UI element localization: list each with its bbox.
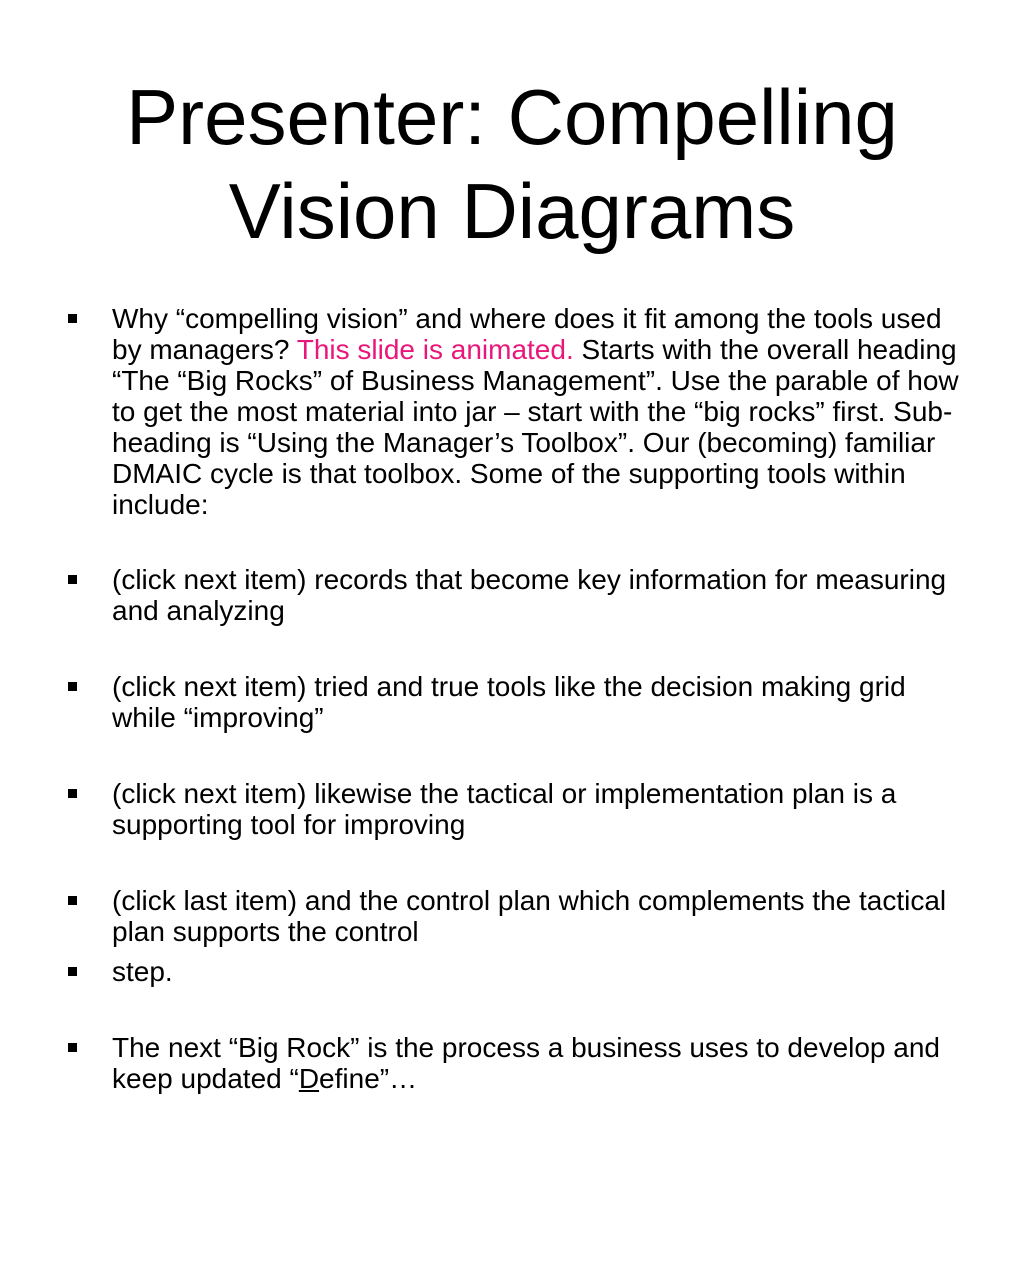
bullet-3-text: (click next item) tried and true tools like the decision making grid while “improving”: [112, 671, 906, 733]
bullet-5-text: (click last item) and the control plan which complements the tactical plan supports the control: [112, 885, 947, 947]
bullet-1-text-end: Starts with the overall heading “The “Big Rocks” of Business Management”. Use the parable of how to get the most material into jar – start with the “big rocks” first. Sub-heading is “Using the Manager’s Toolbox”. Our (becoming) familiar DMAIC cycle is that toolbox. Some of the supporting tools within include:: [112, 334, 959, 520]
title-line-1: Presenter: Compelling: [126, 73, 898, 161]
bullet-7-text-start: The next “Big Rock” is the process a business uses to develop and keep updated “: [112, 1032, 940, 1094]
bullet-item-6: [0, 956, 1024, 987]
bullet-1-text-start: Why “compelling vision” and where does it fit among the tools used by managers?: [112, 303, 942, 365]
slide-title: [0, 70, 1024, 258]
animated-note: This slide is animated.: [296, 334, 574, 365]
square-bullet-icon: [68, 314, 77, 323]
title-line-2: Vision Diagrams: [228, 167, 796, 255]
square-bullet-icon: [68, 967, 77, 976]
square-bullet-icon: [68, 896, 77, 905]
bullet-list: [0, 303, 1024, 1094]
bullet-item-2: [0, 564, 1024, 626]
square-bullet-icon: [68, 575, 77, 584]
bullet-item-7: [0, 1032, 1024, 1094]
bullet-item-5: [0, 885, 1024, 947]
square-bullet-icon: [68, 789, 77, 798]
bullet-4-text: (click next item) likewise the tactical or implementation plan is a supporting tool for improving: [112, 778, 897, 840]
bullet-item-3: [0, 671, 1024, 733]
bullet-6-text: step.: [112, 956, 173, 987]
define-underlined-letter: D: [298, 1063, 320, 1094]
bullet-item-1: [0, 303, 1024, 520]
square-bullet-icon: [68, 682, 77, 691]
square-bullet-icon: [68, 1043, 77, 1052]
bullet-7-text-end: efine”…: [319, 1063, 418, 1094]
bullet-2-text: (click next item) records that become key information for measuring and analyzing: [112, 564, 947, 626]
bullet-item-4: [0, 778, 1024, 840]
